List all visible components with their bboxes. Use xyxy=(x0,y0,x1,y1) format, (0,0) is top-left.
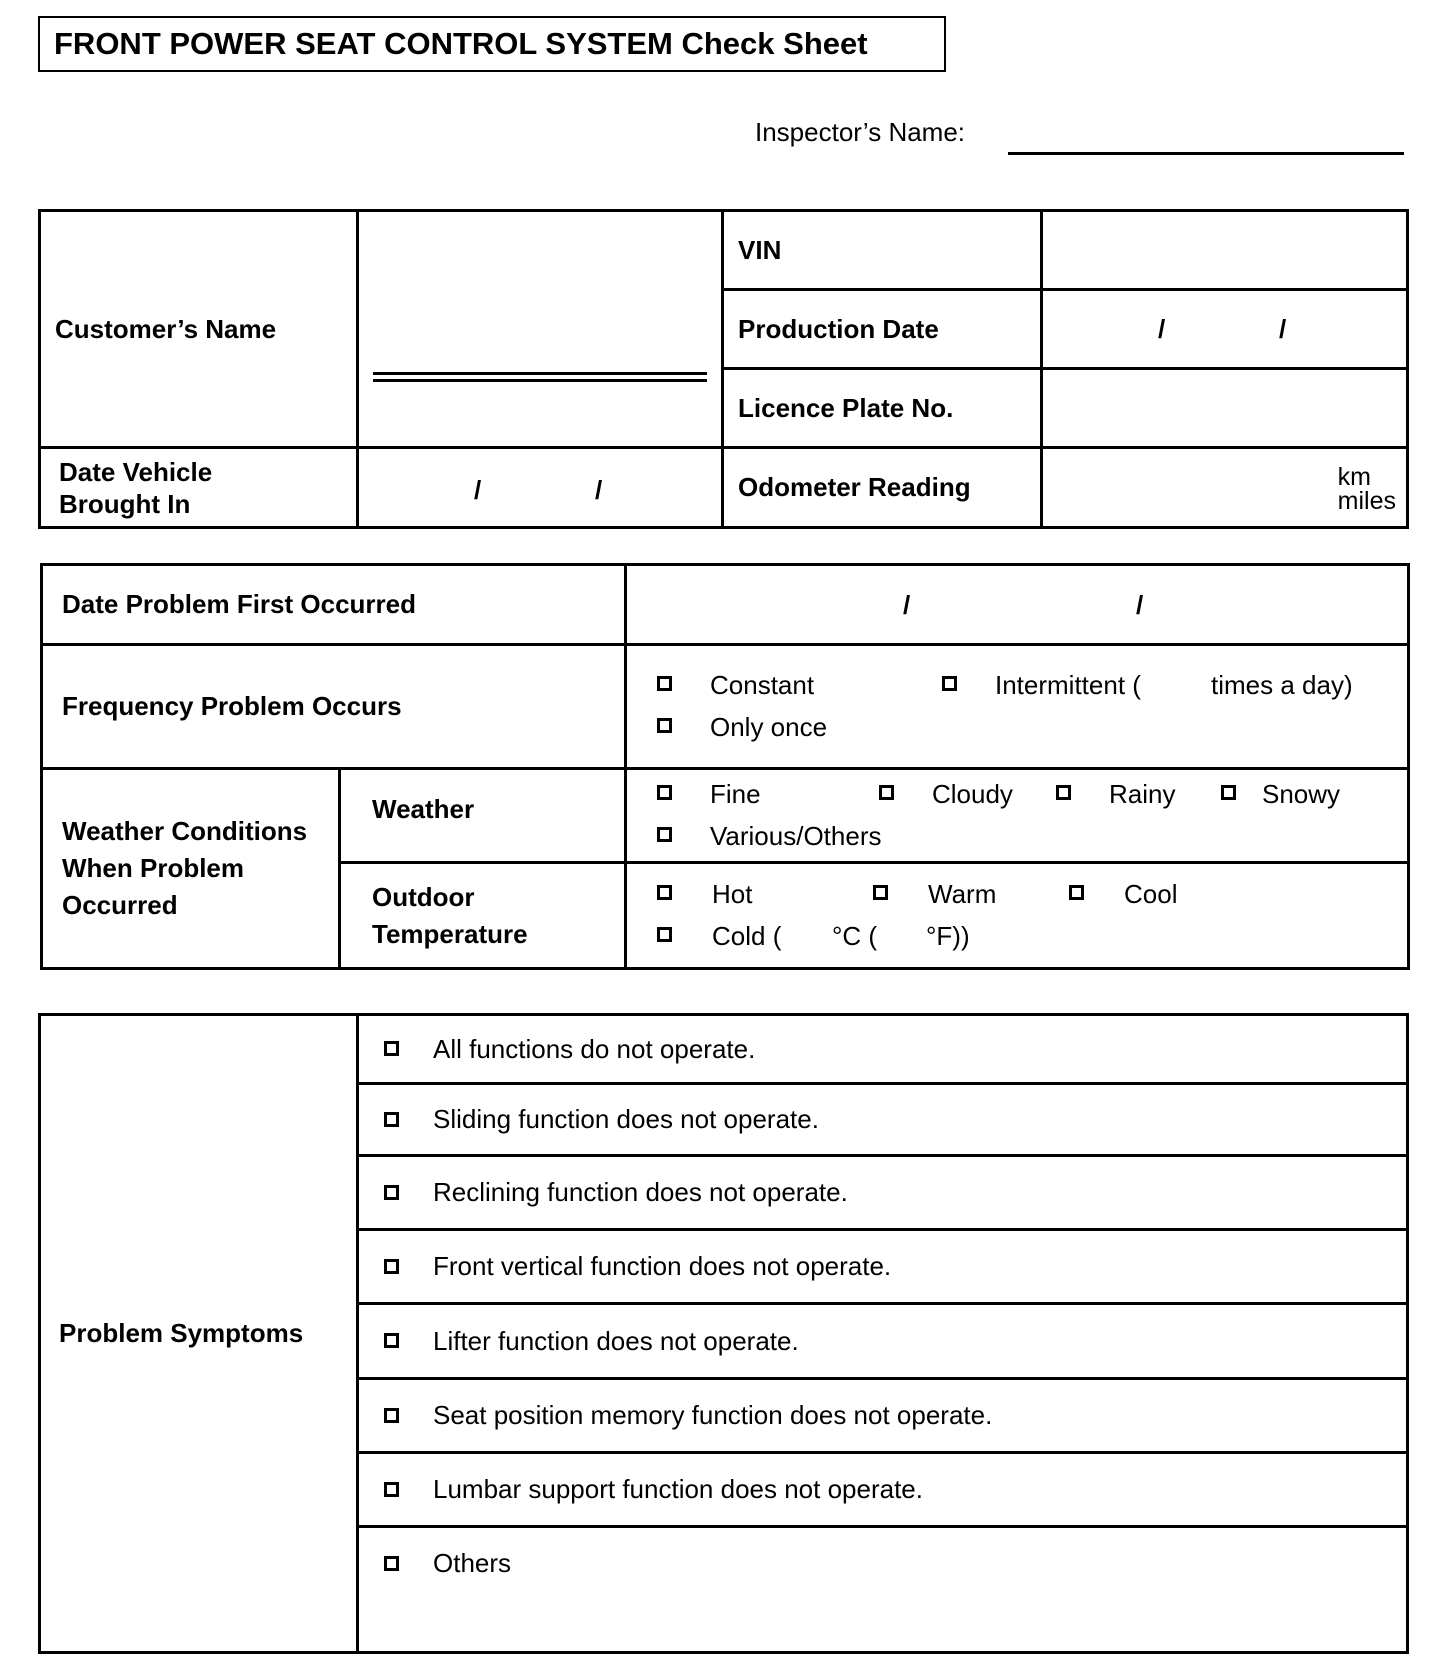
symptom-label: Lifter function does not operate. xyxy=(433,1325,799,1356)
symptom-label: Others xyxy=(433,1548,512,1578)
unit-miles: miles xyxy=(1337,487,1396,515)
weather-conditions-line2: When Problem xyxy=(62,853,245,883)
conditions-table xyxy=(40,563,1410,970)
option-cool[interactable] xyxy=(1069,879,1177,910)
problem-symptoms-label: Problem Symptoms xyxy=(40,1015,358,1653)
option-hot[interactable] xyxy=(657,879,752,910)
times-a-day-label: times a day) xyxy=(1211,670,1353,700)
weather-label: Weather xyxy=(340,769,626,863)
page-title: FRONT POWER SEAT CONTROL SYSTEM Check Sheet xyxy=(38,16,946,72)
option-label: Warm xyxy=(928,879,997,909)
symptom-label: Reclining function does not operate. xyxy=(433,1177,848,1207)
customer-name-field[interactable] xyxy=(358,211,723,448)
symptom-item[interactable] xyxy=(358,1453,1408,1527)
fahrenheit-label: °F)) xyxy=(926,921,970,951)
option-label: Cool xyxy=(1124,879,1178,909)
option-warm[interactable] xyxy=(873,879,996,910)
option-label: Rainy xyxy=(1109,779,1176,809)
checkbox[interactable] xyxy=(384,1408,399,1423)
option-label: Only once xyxy=(710,712,828,742)
licence-plate-field[interactable] xyxy=(1042,369,1408,448)
temperature-options xyxy=(626,863,1409,969)
option-label: Constant xyxy=(710,670,815,700)
checkbox[interactable] xyxy=(384,1556,399,1571)
checkbox[interactable] xyxy=(1221,785,1236,800)
option-label: Cold ( xyxy=(712,921,782,951)
option-fine[interactable] xyxy=(657,779,761,810)
option-cloudy[interactable] xyxy=(879,779,1013,810)
weather-conditions-label xyxy=(42,769,340,969)
checkbox[interactable] xyxy=(657,718,672,733)
checkbox[interactable] xyxy=(384,1482,399,1497)
symptom-label: Lumbar support function does not operate. xyxy=(433,1474,923,1504)
symptom-item[interactable] xyxy=(358,1084,1408,1156)
weather-conditions-line1: Weather Conditions xyxy=(62,816,308,846)
option-cold[interactable] xyxy=(657,921,781,952)
date-brought-in-field[interactable] xyxy=(358,448,723,528)
symptom-item[interactable] xyxy=(358,1304,1408,1379)
option-label: Snowy xyxy=(1262,779,1341,809)
date-first-occurred-field[interactable] xyxy=(626,565,1409,645)
symptom-label: Front vertical function does not operate. xyxy=(433,1251,892,1281)
symptom-item[interactable] xyxy=(358,1379,1408,1453)
option-constant[interactable] xyxy=(657,670,814,701)
date-slash: / xyxy=(474,474,482,505)
date-brought-in-line2: Brought In xyxy=(59,488,191,519)
option-snowy[interactable] xyxy=(1221,779,1340,810)
date-slash: / xyxy=(903,589,911,620)
checkbox[interactable] xyxy=(657,676,672,691)
checkbox[interactable] xyxy=(1056,785,1071,800)
checkbox[interactable] xyxy=(384,1112,399,1127)
checkbox[interactable] xyxy=(384,1333,399,1348)
symptom-item-others[interactable] xyxy=(358,1527,1408,1653)
date-brought-in-line1: Date Vehicle xyxy=(59,456,213,487)
celsius-label: °C ( xyxy=(832,921,878,951)
symptoms-table xyxy=(38,1013,1409,1654)
customer-name-label: Customer’s Name xyxy=(40,211,358,448)
odometer-label: Odometer Reading xyxy=(723,448,1042,528)
odometer-field[interactable] xyxy=(1042,448,1408,528)
symptom-item[interactable] xyxy=(358,1230,1408,1304)
checkbox[interactable] xyxy=(1069,885,1084,900)
frequency-label: Frequency Problem Occurs xyxy=(42,645,626,769)
date-slash: / xyxy=(595,474,603,505)
symptom-item[interactable] xyxy=(358,1015,1408,1084)
checkbox[interactable] xyxy=(657,885,672,900)
checkbox[interactable] xyxy=(657,785,672,800)
vin-label: VIN xyxy=(723,211,1042,290)
symptom-item[interactable] xyxy=(358,1156,1408,1230)
option-intermittent[interactable] xyxy=(942,670,1141,701)
checkbox[interactable] xyxy=(873,885,888,900)
frequency-options xyxy=(626,645,1409,769)
option-label: Fine xyxy=(710,779,761,809)
date-first-occurred-label: Date Problem First Occurred xyxy=(42,565,626,645)
inspector-name-label: Inspector’s Name: xyxy=(755,117,966,147)
outdoor-temperature-line1: Outdoor xyxy=(372,881,475,912)
date-brought-in-label xyxy=(40,448,358,528)
checkbox[interactable] xyxy=(384,1259,399,1274)
option-label: Hot xyxy=(712,879,753,909)
symptom-label: All functions do not operate. xyxy=(433,1033,756,1064)
licence-plate-label: Licence Plate No. xyxy=(723,369,1042,448)
outdoor-temperature-line2: Temperature xyxy=(372,918,528,949)
inspector-name-field[interactable] xyxy=(1008,152,1404,155)
production-date-label: Production Date xyxy=(723,290,1042,369)
checkbox[interactable] xyxy=(657,927,672,942)
option-only-once[interactable] xyxy=(657,712,827,743)
date-slash: / xyxy=(1279,314,1287,344)
unit-km: km xyxy=(1337,463,1371,491)
checkbox[interactable] xyxy=(657,827,672,842)
option-rainy[interactable] xyxy=(1056,779,1175,810)
symptom-label: Seat position memory function does not operate. xyxy=(433,1400,993,1430)
option-label: Cloudy xyxy=(932,779,1013,809)
production-date-field[interactable] xyxy=(1042,290,1408,369)
checkbox[interactable] xyxy=(879,785,894,800)
date-slash: / xyxy=(1158,314,1166,344)
checkbox[interactable] xyxy=(384,1041,399,1056)
vin-field[interactable] xyxy=(1042,211,1408,290)
date-slash: / xyxy=(1136,589,1144,620)
checkbox[interactable] xyxy=(384,1185,399,1200)
checkbox[interactable] xyxy=(942,676,957,691)
symptom-label: Sliding function does not operate. xyxy=(433,1104,819,1134)
weather-conditions-line3: Occurred xyxy=(62,890,178,920)
option-label: Intermittent ( xyxy=(995,670,1141,700)
weather-options xyxy=(626,769,1409,863)
option-various-others[interactable] xyxy=(657,821,881,852)
customer-name-double-line xyxy=(373,372,707,382)
option-label: Various/Others xyxy=(710,821,882,851)
vehicle-info-table xyxy=(38,209,1409,529)
outdoor-temperature-label xyxy=(340,863,626,969)
